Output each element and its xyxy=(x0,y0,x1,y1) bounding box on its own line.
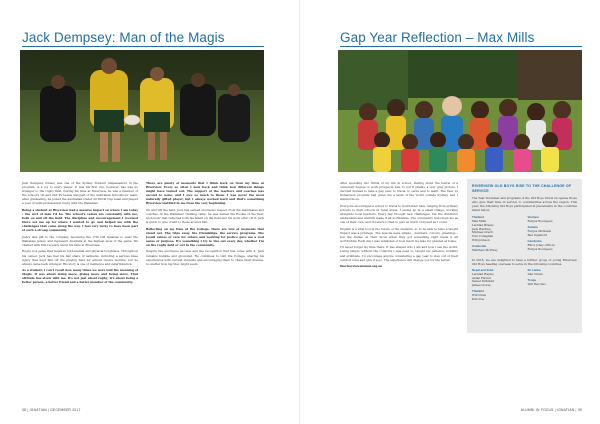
article-title: Jack Dempsey: Man of the Magis xyxy=(22,30,225,45)
article-column-1 xyxy=(22,181,138,287)
country-name: Cambodia xyxy=(472,243,486,248)
person-name: Will Draw xyxy=(472,293,487,298)
country-name: Vietnam xyxy=(527,215,539,220)
page-footer: 38 | IGNATIAN | DECEMBER 2017 xyxy=(22,408,81,412)
country-name: Thailand xyxy=(472,289,484,294)
pull-quote: As a student, I can't recall how many times we were told the meaning of Magis. It was about doing more, giving more and being more. That attitude has stuck with me. It's not just about rugby; it's about being a better person, a better friend and a better member of the community. xyxy=(22,268,138,285)
children-group-photo xyxy=(338,50,582,172)
pull-quote: There are plenty of moments that I think back on from my time at Riverview. Every so often I look back and think how different things might have turned out. The support of the teachers and coaches was second to none, and I owe so much to them. I was never the most naturally gifted player, but I always worked hard and that's something Riverview instilled in me from the very beginning. xyxy=(146,181,264,206)
sidebar-heading: RIVERVIEW OLD BOYS RISE TO THE CHALLENGE OF SERVICE xyxy=(472,184,572,193)
title-rule xyxy=(340,46,582,47)
paragraph: Jack's late gift to the company, becoming the 17th Old Ignatian to wear the Wallabies jersey, and represent Australia at the highest level of the game. We chatted with him recently about his time at Riverview. xyxy=(22,234,138,247)
article-column-1 xyxy=(340,181,458,271)
country-group xyxy=(528,279,578,287)
pull-quote: Being a student at Riverview had a massive impact on where I am today – the sort of man I'd be. The school's values are constantly with me, both on and off the field. The discipline and encouragement I received there set me up for where I wanted to go and helped me with the challenges that came along the way. I feel very lucky to have been part of such a strong community. xyxy=(22,207,138,233)
person-name: Fergus Bourgeois xyxy=(527,246,553,251)
paragraph: Jack Dempsey (Class) was one of the Sydney Student Ambassadors in the program, is a joy to every player. It was his first run, however, has was no stranger to the rugby field. During his time at Riverview, he was a member of the school's 1st and 2nd XV teams and part of the Australian Schoolboys' team; after graduating, he joined the Australian Under 20 World Cup team and played a year of semi-professional rugby with the Wallabies. xyxy=(22,181,138,206)
sidebar-outro: In 2018, we are delighted to have a further group of young Riverview Old Boys heading overseas to serve in the following countries. xyxy=(472,258,577,267)
country-name: Zambia xyxy=(527,225,538,230)
title-rule xyxy=(22,46,264,47)
placement-column xyxy=(472,269,522,304)
person-name: Matthew McElvey xyxy=(472,247,498,252)
placements-2017 xyxy=(472,216,577,255)
country-name: Tonga xyxy=(527,278,536,283)
sidebar-intro: The Year Volunteer and programs of the Old Boys Union recognise those who give their time in service to communities across the region. This year, the following Old Boys participated in placements in the countries listed below. xyxy=(472,196,577,213)
service-sidebar xyxy=(467,179,582,333)
person-name: Will Johnson xyxy=(472,237,490,242)
person-name: Will Bacchus xyxy=(527,282,546,287)
person-name: Elliot Jolley (Ofton) xyxy=(527,243,555,248)
paragraph: I'll never forget my time there. It has shaped who I am and how I see the world. Living simply, without the comforts I was used to, taught me patience, humility and gratitude. I'd encourage anyone considering a gap year to step out of their comfort zone and give it a go. The experience will change you for the better. xyxy=(340,245,458,262)
person-name: Max Mills xyxy=(472,219,486,224)
country-name: Cambodia xyxy=(527,239,542,244)
country-group xyxy=(472,290,522,301)
person-name: Aidan Farrell xyxy=(472,275,491,280)
country-name: Nepal and India xyxy=(472,268,494,273)
person-name: James Dowey xyxy=(472,283,491,288)
page-footer: ALUMNI IN FOCUS | IGNATIAN | 39 xyxy=(520,408,582,412)
placement-column xyxy=(472,216,522,255)
person-name: Fergus Michaels xyxy=(527,229,551,234)
right-page xyxy=(300,0,600,424)
country-group xyxy=(472,269,522,288)
country-group xyxy=(528,216,578,224)
country-group xyxy=(528,269,578,277)
person-name: Lachlan Rapley xyxy=(472,272,494,277)
country-group xyxy=(472,216,522,242)
person-name: Ben Ingleford xyxy=(527,233,547,237)
person-name: Dan Nolan xyxy=(527,272,543,277)
person-name: Kim Doe xyxy=(472,297,485,302)
placements-2018 xyxy=(472,269,577,304)
country-group xyxy=(528,226,578,237)
paragraph: After spending two thirds of my life in school, staring down the barrel of a university degree or work prospects was, to put it plainly, a very gray picture. I decided instead to take a gap year, to travel, to serve and to learn. The Year 12 Immersion program had given me a taste of the world outside Sydney, and I wanted more. xyxy=(340,181,458,202)
placement-column xyxy=(528,216,578,255)
website-link[interactable]: theriverviewalumni.org.au xyxy=(340,264,383,269)
paragraph: Rugby is a game that requires both mental and physical toughness. Throughout his career, Jack has had his fair share of setbacks, including a serious knee injury that kept him off the playing field for almost twelve months, but he always came back stronger. His story is one of resilience and determination. xyxy=(22,249,138,266)
country-name: Sri Lanka xyxy=(527,268,541,273)
person-name: Michael Grech xyxy=(472,230,493,235)
person-name: Xavier Kirkland xyxy=(472,279,495,284)
article-title: Gap Year Reflection – Max Mills xyxy=(340,30,535,45)
placement-column xyxy=(528,269,578,304)
country-group xyxy=(528,240,578,251)
rugby-photo xyxy=(20,50,264,172)
paragraph: On and Off the field, Jack has earned enormous respect from his teammates and coaches. At the Wallabies' training camp, he was named the Rookie of the Year, an honour that reflected both his talent on the field and his work ethic off it. Jack is quick to give credit to those around him. xyxy=(146,207,264,225)
country-name: Thailand xyxy=(472,215,484,220)
person-name: Fergus Bourgeois xyxy=(527,219,553,224)
person-name: Jack Harding xyxy=(472,226,491,231)
person-name: Tom Conaghan xyxy=(472,233,494,238)
paragraph: Despite the enormous success and the recognition that has come with it, Jack remains humble and grounded. He continues to visit the College, sharing his experiences with current students and encouraging them to chase their dreams, no matter how big they might seem. xyxy=(146,249,264,266)
article-column-2 xyxy=(146,181,264,268)
paragraph: English is a vital tool in the future of the students, so to be able to have a taught impact was a privilege. The lessons were simple – numbers, colours, greetings – but the smiles on their faces when they got something right made it all worthwhile. Each day I was reminded of how much we take for granted at home. xyxy=(340,226,458,243)
country-group xyxy=(472,245,522,253)
paragraph: Everyone encouraged a school to travel to South-East Asia, ranging from primary schools to high schools in rural areas. I ended up in a small village, working alongside local teachers. Every day brought new challenges, but the children's enthusiasm and warmth made it all worthwhile. The community welcomed me as one of their own, and in return I tried to give as much of myself as I could. xyxy=(340,203,458,225)
person-name: Lachlan Brassy xyxy=(472,222,494,227)
pull-quote: Reflecting on my time at the College, there are lots of moments that stand out. The trips away, the friendships, the service programs. The Jesuit values of care for others and working for justice gave me a real sense of purpose. It's something I try to live out every day, whether I'm on the rugby field or out in the community. xyxy=(146,226,264,247)
